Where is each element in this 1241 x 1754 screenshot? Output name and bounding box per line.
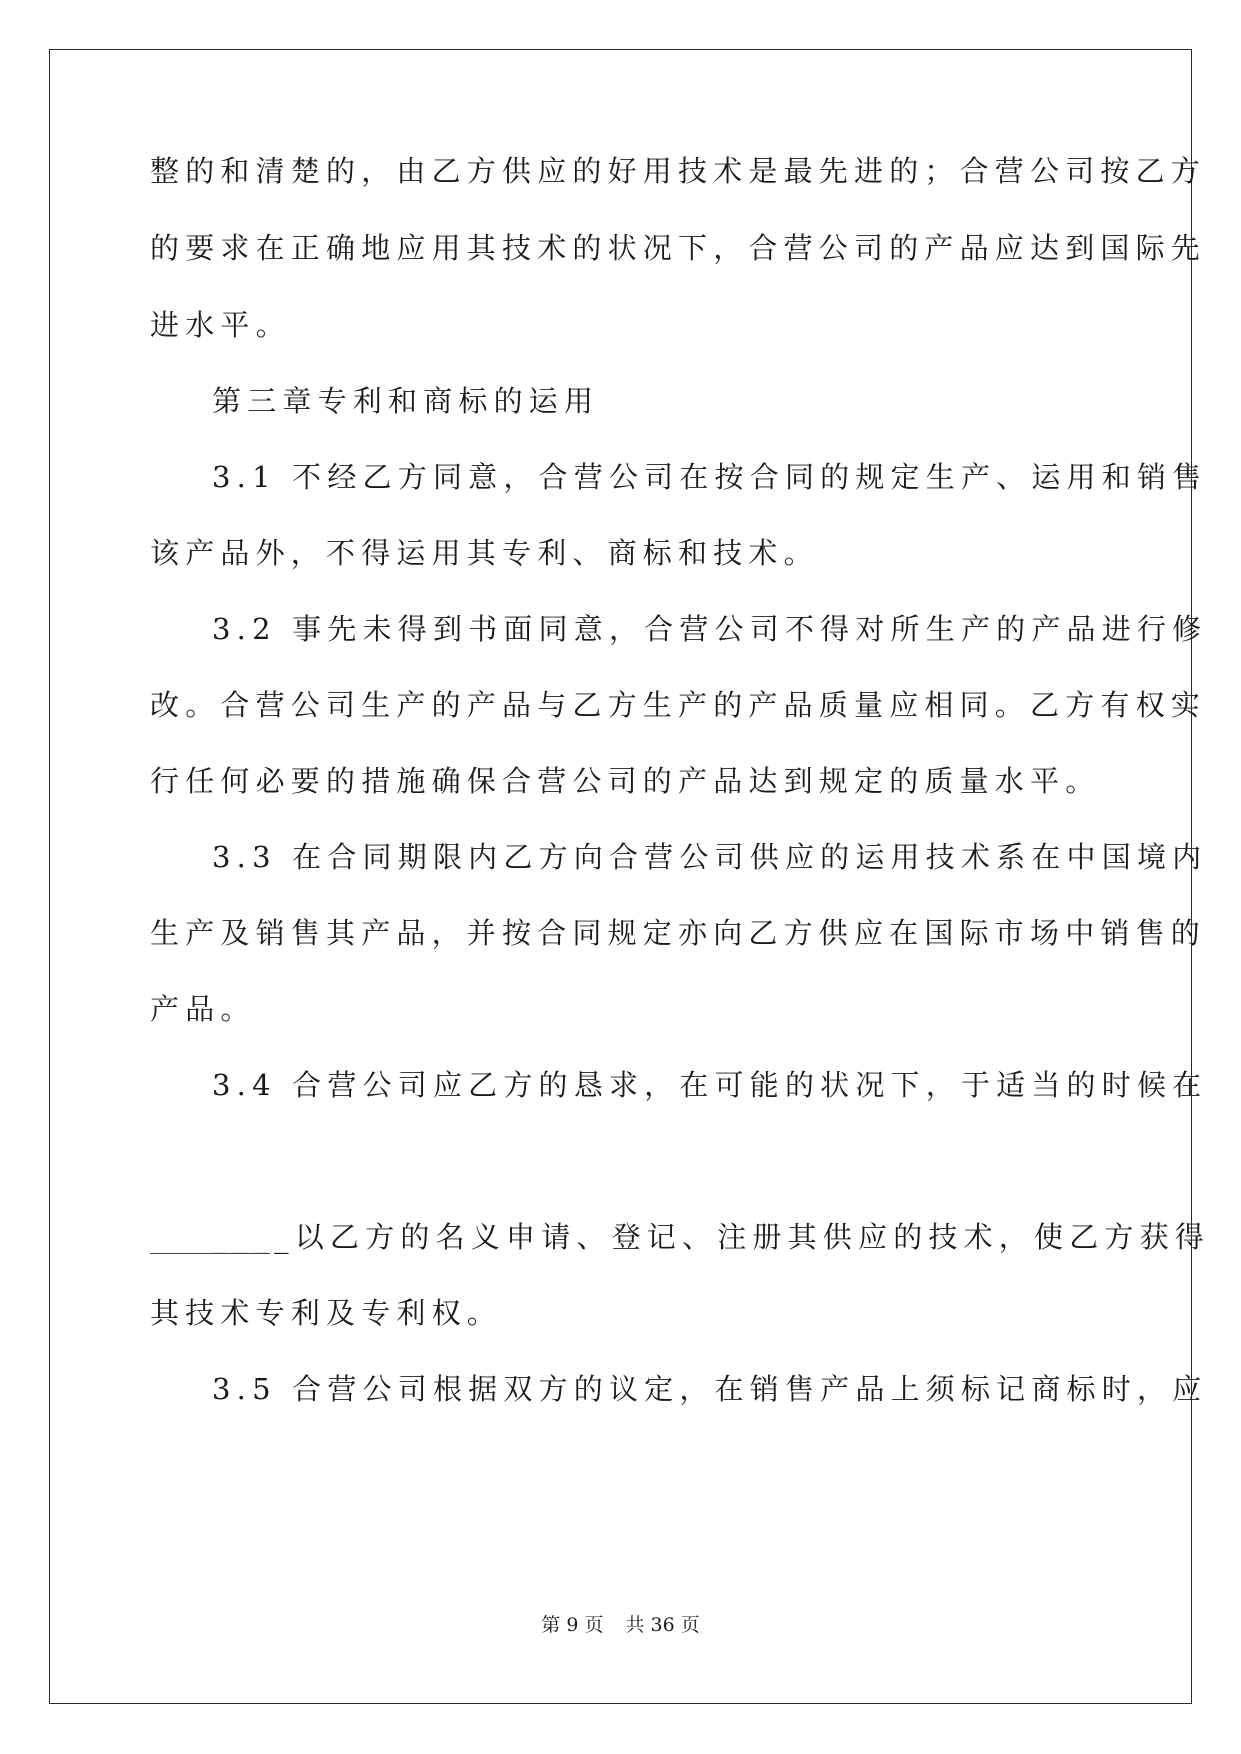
text-line: 其技术专利及专利权。 — [150, 1296, 503, 1330]
clause-line: 3.2 事先未得到书面同意，合营公司不得对所生产的产品进行修 — [212, 612, 1208, 646]
page-number: 第 9 页 — [541, 1614, 604, 1636]
text-line: 进水平。 — [150, 308, 291, 342]
text-line: ____以乙方的名义申请、登记、注册其供应的技术，使乙方获得 — [212, 1220, 1211, 1254]
clause-line: 3.1 不经乙方同意，合营公司在按合同的规定生产、运用和销售 — [212, 460, 1208, 494]
page-total: 共 36 页 — [625, 1614, 700, 1636]
text-line: 该产品外，不得运用其专利、商标和技术。 — [150, 536, 819, 570]
clause-line: 3.5 合营公司根据双方的议定，在销售产品上须标记商标时，应 — [212, 1372, 1208, 1406]
page-footer — [0, 1612, 1241, 1638]
clause-line: 3.4 合营公司应乙方的恳求，在可能的状况下，于适当的时候在 — [212, 1068, 1208, 1102]
text-line: 生产及销售其产品，并按合同规定亦向乙方供应在国际市场中销售的 — [150, 916, 1207, 950]
text-line: 整的和清楚的，由乙方供应的好用技术是最先进的；合营公司按乙方 — [150, 154, 1207, 188]
text-line: 改。合营公司生产的产品与乙方生产的产品质量应相同。乙方有权实 — [150, 688, 1207, 722]
text-line: 行任何必要的措施确保合营公司的产品达到规定的质量水平。 — [150, 764, 1101, 798]
text-line: 产品。 — [150, 992, 256, 1026]
chapter-heading: 第三章专利和商标的运用 — [212, 384, 600, 418]
text-line: 的要求在正确地应用其技术的状况下，合营公司的产品应达到国际先 — [150, 231, 1207, 265]
clause-line: 3.3 在合同期限内乙方向合营公司供应的运用技术系在中国境内 — [212, 840, 1208, 874]
blank-underline — [150, 1253, 270, 1254]
